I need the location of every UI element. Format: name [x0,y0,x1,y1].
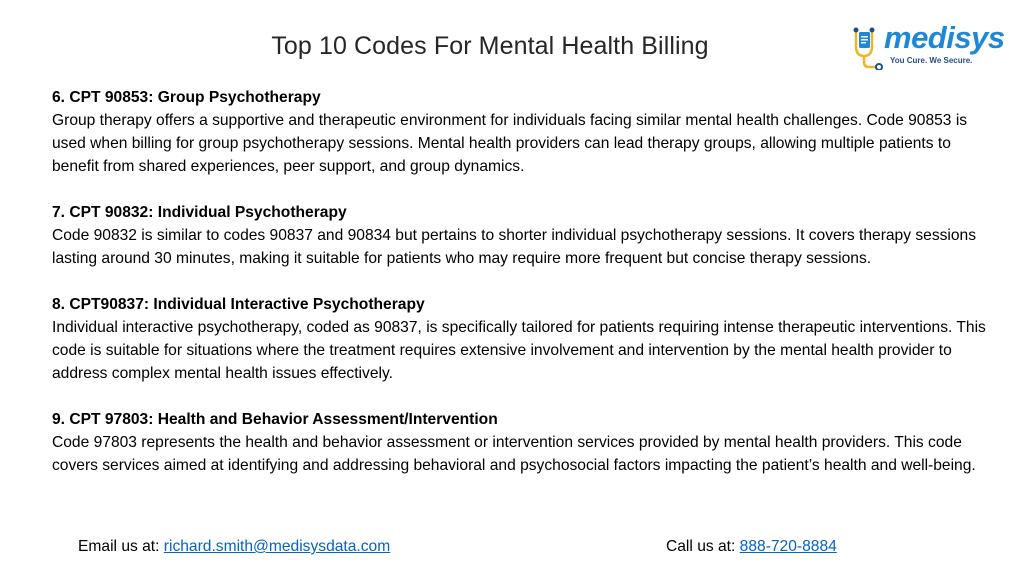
logo-tagline: You Cure. We Secure. [890,56,973,65]
section-cpt-90837 [52,293,992,385]
section-cpt-90853 [52,86,992,178]
section-heading: 7. CPT 90832: Individual Psychotherapy [52,204,347,221]
email-label: Email us at: [78,538,164,555]
logo-wordmark: medisys [884,20,1005,55]
section-heading: 6. CPT 90853: Group Psychotherapy [52,89,321,106]
section-cpt-90832 [52,201,992,270]
section-heading: 8. CPT90837: Individual Interactive Psychotherapy [52,296,425,313]
section-text: Code 97803 represents the health and behavior assessment or intervention services provided by mental health providers. This code covers services aimed at identifying and addressing behavioral and psychosocial factors impacting the patient’s health and well-being. [52,434,976,474]
footer-email [78,538,390,556]
stethoscope-icon [848,26,888,70]
email-link[interactable]: richard.smith@medisysdata.com [163,538,391,555]
section-text: Group therapy offers a supportive and therapeutic environment for individuals facing similar mental health challenges. Code 90853 is used when billing for group psychotherapy sessions. Mental health providers can lead therapy groups, allowing multiple patients to benefit from shared experiences, peer support, and group dynamics. [52,112,968,175]
medisys-logo [848,20,1018,70]
section-heading: 9. CPT 97803: Health and Behavior Assessment/Intervention [52,411,498,428]
phone-link[interactable]: 888-720-8884 [739,538,837,555]
content-body [52,86,992,477]
page-title: Top 10 Codes For Mental Health Billing [271,32,709,60]
section-text: Individual interactive psychotherapy, coded as 90837, is specifically tailored for patients requiring intense therapeutic interventions. This code is suitable for situations where the treatment requires extensive involvement and intervention by the mental health provider to address complex mental health issues effectively. [52,319,986,382]
section-cpt-97803 [52,408,992,477]
section-text: Code 90832 is similar to codes 90837 and 90834 but pertains to shorter individual psychotherapy sessions. It covers therapy sessions lasting around 30 minutes, making it suitable for patients who may require more frequent but concise therapy sessions. [52,227,977,267]
footer-phone [666,538,837,556]
phone-label: Call us at: [666,538,740,555]
